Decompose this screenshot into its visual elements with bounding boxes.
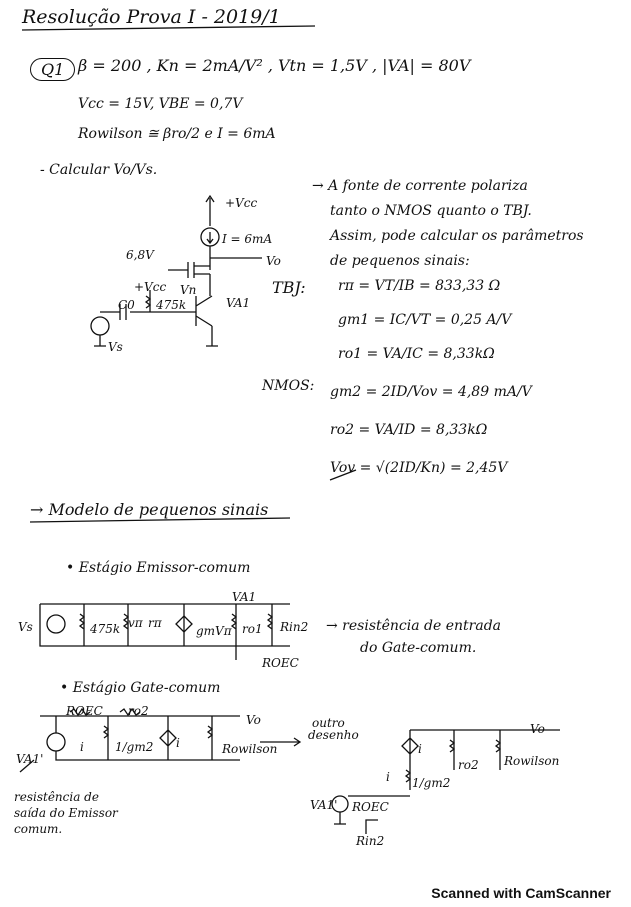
redraw-vo: Vo	[530, 722, 545, 736]
stage-1-schematic	[40, 604, 290, 660]
note-line-1: → A fonte de corrente polariza	[312, 178, 528, 194]
scanner-footer: Scanned with CamScanner	[431, 885, 611, 901]
stage2-gm: 1/gm2	[115, 740, 154, 754]
stage2-roec: ROEC	[66, 704, 103, 718]
stage1-vpi: vπ	[128, 616, 143, 630]
redraw-gm: 1/gm2	[412, 776, 451, 790]
param-marks	[330, 470, 356, 480]
vn-label: Vn	[180, 283, 197, 297]
redraw-va: VA1'	[310, 798, 338, 812]
redraw-rin: Rin2	[356, 834, 385, 848]
gm2-formula: gm2 = 2ID/Vov = 4,89 mA/V	[330, 384, 532, 400]
stage1-title: • Estágio Emissor-comum	[66, 560, 251, 576]
redraw-i: i	[418, 742, 422, 756]
given-line-1: β = 200 , Kn = 2mA/V² , Vtn = 1,5V , |VA| = 80V	[78, 56, 471, 75]
title-underline	[22, 26, 315, 30]
stage1-gm: gmVπ	[196, 624, 232, 638]
stage2-note-3: comum.	[14, 822, 63, 836]
given-line-3: Rowilson ≅ βro/2 e I = 6mA	[78, 126, 276, 142]
stage1-desc-1: → resistência de entrada	[326, 618, 502, 634]
nmos-label: NMOS:	[262, 378, 315, 394]
redraw-rowilson: Rowilson	[504, 754, 560, 768]
stage1-r: 475k	[90, 622, 121, 636]
stage2-note-1: resistência de	[14, 790, 99, 804]
redraw-i2: i	[386, 770, 390, 784]
section-underline	[30, 518, 290, 522]
ro2-formula: ro2 = VA/ID = 8,33kΩ	[330, 422, 488, 438]
vo-label: Vo	[266, 254, 281, 268]
stage1-rpi: rπ	[148, 616, 162, 630]
r475k-label: 475k	[156, 298, 187, 312]
page-title: Resolução Prova I - 2019/1	[22, 6, 281, 28]
rpi-formula: rπ = VT/IB = 833,33 Ω	[338, 278, 501, 294]
vs-label: Vs	[108, 340, 123, 354]
stage1-va: VA1	[232, 590, 257, 604]
task-line: - Calcular Vo/Vs.	[40, 162, 158, 178]
stage1-roec: ROEC	[262, 656, 299, 670]
note-line-2: tanto o NMOS quanto o TBJ.	[330, 203, 532, 219]
note-line-3: Assim, pode calcular os parâmetros	[330, 228, 584, 244]
stage-2-schematic	[20, 709, 560, 834]
stage2-vo: Vo	[246, 713, 261, 727]
ro1-formula: ro1 = VA/IC = 8,33kΩ	[338, 346, 495, 362]
stage2-i: i	[80, 740, 84, 754]
stage2-va: VA1'	[16, 752, 44, 766]
note-line-4: de pequenos sinais:	[330, 253, 470, 269]
stage1-rin: Rin2	[280, 620, 309, 634]
stage2-out-label-1: outro	[312, 716, 345, 730]
stage1-desc-2: do Gate-comum.	[360, 640, 477, 656]
bias-label: 6,8V	[126, 248, 154, 262]
given-line-2: Vcc = 15V, VBE = 0,7V	[78, 96, 243, 112]
c0-label: C0	[118, 298, 135, 312]
stage2-ro2: ro2	[128, 704, 149, 718]
stage2-title: • Estágio Gate-comum	[60, 680, 221, 696]
vov-formula: Vov = √(2ID/Kn) = 2,45V	[330, 460, 508, 476]
stage2-note-2: saída do Emissor	[14, 806, 118, 820]
question-label: Q1	[30, 58, 75, 81]
tbj-label: TBJ:	[272, 278, 306, 297]
va1-label: VA1	[226, 296, 251, 310]
redraw-ro2: ro2	[458, 758, 479, 772]
vcc-label: +Vcc	[225, 196, 258, 210]
stage1-ro: ro1	[242, 622, 263, 636]
stage2-i2: i	[176, 736, 180, 750]
section-title: → Modelo de pequenos sinais	[30, 500, 269, 519]
circuit-1-schematic	[91, 196, 262, 346]
stage1-vs: Vs	[18, 620, 33, 634]
gm1-formula: gm1 = IC/VT = 0,25 A/V	[338, 312, 512, 328]
stage2-out-label-2: desenho	[308, 728, 359, 742]
vcc2-label: +Vcc	[134, 280, 167, 294]
stage2-rowilson: Rowilson	[222, 742, 278, 756]
current-source-label: I = 6mA	[222, 232, 273, 246]
redraw-roec: ROEC	[352, 800, 389, 814]
